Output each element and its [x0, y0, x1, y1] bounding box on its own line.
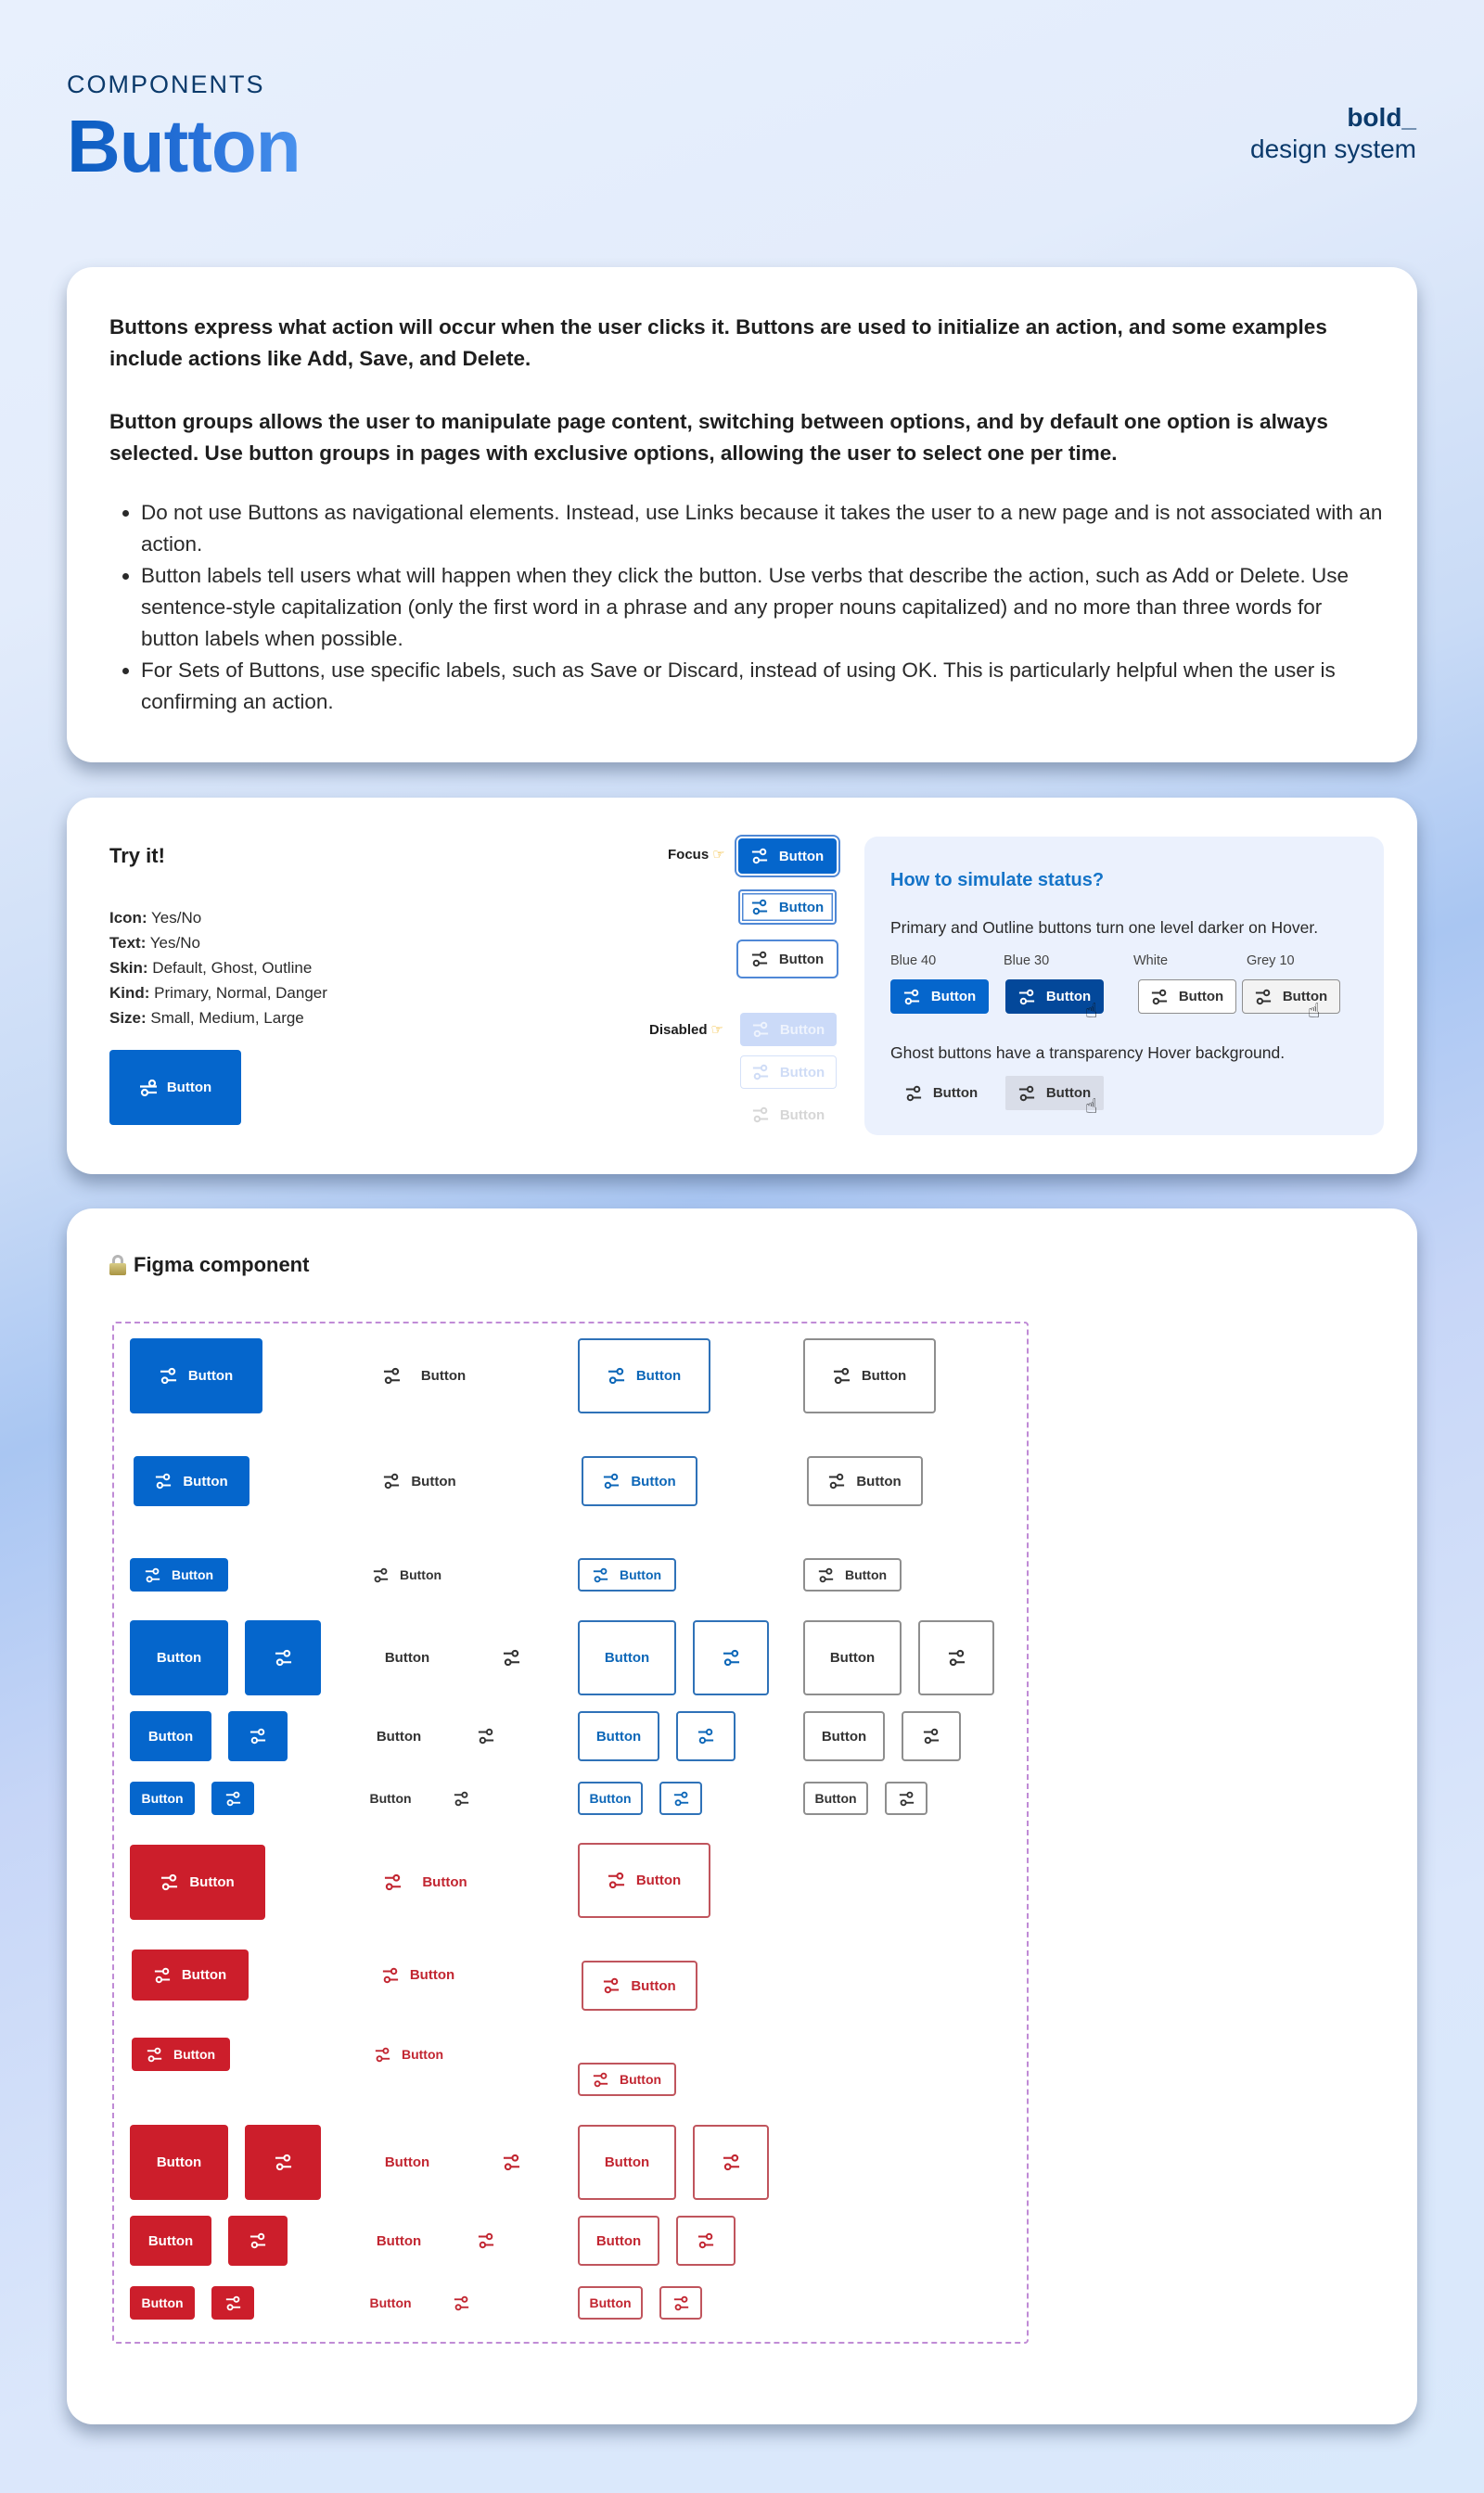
text-only-button[interactable] [803, 1782, 868, 1815]
disabled-ghost-button[interactable]: Button [740, 1098, 837, 1131]
text-only-button[interactable] [130, 2125, 228, 2200]
intro-paragraph: Buttons express what action will occur when the user clicks it. Buttons are used to initialize an action, and some examples include actions like Add, Save, and Delete. [109, 315, 1327, 370]
sliders-icon [608, 1872, 625, 1889]
icon-only-button[interactable] [456, 1711, 516, 1761]
icon-text-button[interactable] [358, 1845, 493, 1920]
icon-text-button[interactable] [807, 1456, 923, 1506]
try-it-card [67, 798, 1417, 1174]
icon-only-button[interactable] [440, 1782, 482, 1815]
button-label: Button [595, 2232, 642, 2249]
button-label: Button [369, 1791, 412, 1806]
icon-text-button[interactable] [130, 1338, 262, 1413]
sliders-icon [373, 1567, 389, 1583]
button-label: Button [631, 1473, 676, 1489]
icon-text-button[interactable] [582, 1961, 697, 2011]
text-only-button[interactable] [578, 1620, 676, 1695]
icon-text-button[interactable] [578, 1558, 676, 1592]
sliders-icon [478, 1728, 494, 1745]
sliders-icon [751, 899, 768, 915]
icon-only-button[interactable] [211, 1782, 254, 1815]
text-only-button[interactable] [130, 1782, 195, 1815]
sliders-icon [723, 1649, 740, 1667]
sliders-icon [225, 2295, 241, 2311]
sliders-icon [603, 1977, 620, 1994]
icon-only-button[interactable] [440, 2286, 482, 2320]
prop-text: Text: Yes/No [109, 934, 200, 952]
prop-skin: Skin: Default, Ghost, Outline [109, 959, 313, 977]
button-label: Button [376, 1728, 422, 1745]
button-label: Button [401, 2047, 444, 2062]
button-label: Button [604, 1650, 650, 1666]
icon-only-button[interactable] [659, 2286, 702, 2320]
button-label: Button [595, 1728, 642, 1745]
prop-kind: Kind: Primary, Normal, Danger [109, 984, 327, 1002]
text-only-button[interactable] [358, 1782, 423, 1815]
button-label: Button [631, 1977, 676, 1994]
sliders-icon [139, 1079, 158, 1097]
brand-name: bold_ [1347, 103, 1416, 132]
blue40-button[interactable]: Button [890, 979, 989, 1014]
sliders-icon [673, 1791, 689, 1807]
icon-text-button[interactable] [130, 1558, 228, 1592]
button-label: Button [589, 2295, 632, 2310]
guideline-item: • For Sets of Buttons, use specific labels, such as Save or Discard, instead of using OK. This is particularly helpful when the user is confirming an action. [141, 655, 1384, 718]
text-only-button[interactable] [578, 2286, 643, 2320]
hover-description: Primary and Outline buttons turn one level darker on Hover. [890, 918, 1319, 937]
sliders-icon [948, 1649, 966, 1667]
guideline-item: • Button labels tell users what will happen when they click the button. Use verbs that describe the action, such as Add or Delete. Use sentence-style capitalization (only the first word in a phrase and any proper nouns capitalized) and no more than three words for button labels when possible. [141, 560, 1384, 655]
guideline-item: • Do not use Buttons as navigational elements. Instead, use Links because it takes the user to a new page and is not associated with an action. [141, 497, 1384, 560]
button-label: Button [409, 1967, 455, 1983]
sliders-icon [697, 2232, 714, 2249]
button-label: Button [173, 2047, 216, 2062]
text-only-button[interactable] [130, 2286, 195, 2320]
button-label: Button [156, 2154, 202, 2170]
pointing-hand-icon: ☞ [712, 847, 725, 863]
sliders-icon [923, 1728, 940, 1745]
sliders-icon [751, 848, 768, 864]
icon-only-button[interactable] [473, 1620, 549, 1695]
ghost-hover-button[interactable]: Button [1005, 1076, 1104, 1110]
pointing-hand-icon: ☞ [710, 1022, 723, 1038]
icon-text-button[interactable] [803, 1558, 902, 1592]
button-label: Button [147, 1728, 194, 1745]
sliders-icon [608, 1367, 625, 1385]
button-label: Button [187, 1368, 234, 1384]
icon-text-button[interactable] [803, 1338, 936, 1413]
button-label: Button [635, 1368, 682, 1384]
icon-text-button[interactable] [358, 1338, 491, 1413]
sliders-icon [383, 1473, 400, 1489]
sliders-icon [603, 1473, 620, 1489]
sliders-icon [905, 1085, 922, 1102]
text-only-button[interactable] [358, 2125, 456, 2200]
sliders-icon [249, 1728, 266, 1745]
icon-text-button[interactable] [362, 1456, 478, 1506]
intro-card [67, 267, 1417, 762]
intro-paragraph: Button groups allows the user to manipulate page content, switching between options, and by default one option is always selected. Use button groups in pages with exclusive options, allowing the user to select one per time. [109, 410, 1328, 465]
sliders-icon [384, 1873, 402, 1891]
prop-icon: Icon: Yes/No [109, 909, 202, 927]
button-label: Button [181, 1967, 227, 1983]
icon-text-button[interactable] [134, 1456, 249, 1506]
white-outline-button[interactable]: Button [1138, 979, 1236, 1014]
prop-size: Size: Small, Medium, Large [109, 1009, 304, 1027]
hand-cursor-icon: ☝ [1085, 999, 1098, 1022]
sliders-icon [1018, 989, 1035, 1005]
icon-only-button[interactable] [659, 1782, 702, 1815]
icon-text-button[interactable] [132, 2038, 230, 2071]
sliders-icon [903, 989, 920, 1005]
sliders-icon [593, 2072, 608, 2088]
sliders-icon [697, 1728, 714, 1745]
sliders-icon [249, 2232, 266, 2249]
icon-only-button[interactable] [902, 1711, 961, 1761]
sliders-icon [752, 1064, 769, 1080]
icon-text-button[interactable] [582, 1456, 697, 1506]
lock-icon [109, 1255, 126, 1275]
icon-text-button[interactable] [578, 1338, 710, 1413]
icon-only-button[interactable] [885, 1782, 928, 1815]
ghost-button[interactable]: Button [892, 1076, 991, 1110]
button-label: Button [861, 1368, 907, 1384]
sliders-icon [751, 951, 768, 967]
sliders-icon [375, 2047, 390, 2063]
brand-subtitle: design system [1250, 134, 1416, 163]
sliders-icon [1018, 1085, 1035, 1102]
sliders-icon [899, 1791, 915, 1807]
icon-text-button[interactable] [358, 1558, 456, 1592]
sliders-icon [160, 1367, 177, 1385]
icon-text-button[interactable] [578, 1843, 710, 1918]
button-label: Button [171, 1567, 214, 1582]
disabled-label: Disabled ☞ [649, 1021, 723, 1038]
button-label: Button [156, 1650, 202, 1666]
button-label: Button [376, 2232, 422, 2249]
icon-only-button[interactable] [211, 2286, 254, 2320]
button-label: Button [619, 2072, 662, 2087]
button-label: Button [189, 1874, 235, 1890]
button-label: Button [635, 1873, 682, 1888]
button-label: Button [844, 1567, 888, 1582]
button-label: Button [141, 1791, 184, 1806]
sliders-icon [154, 1967, 171, 1984]
focus-primary-button[interactable]: Button [738, 838, 837, 874]
icon-only-button[interactable] [693, 1620, 769, 1695]
guideline-list [141, 497, 1384, 718]
icon-only-button[interactable] [693, 2125, 769, 2200]
icon-text-button[interactable] [578, 2063, 676, 2096]
swatch-label: Blue 30 [1004, 953, 1050, 968]
focus-ghost-button[interactable]: Button [736, 940, 838, 978]
button-label: Button [183, 1473, 228, 1489]
icon-text-button[interactable] [130, 1845, 265, 1920]
icon-text-button[interactable] [360, 1950, 477, 2001]
props-list [109, 905, 327, 1030]
button-label: Button [604, 2154, 650, 2170]
button-label: Button [141, 2295, 184, 2310]
hand-cursor-icon: ☝ [1085, 1094, 1098, 1118]
text-only-button[interactable] [358, 1620, 456, 1695]
text-only-button[interactable] [578, 2216, 659, 2266]
focus-outline-button[interactable]: Button [738, 889, 837, 925]
icon-only-button[interactable] [676, 2216, 736, 2266]
disabled-primary-button[interactable]: Button [740, 1013, 837, 1046]
icon-only-button[interactable] [245, 1620, 321, 1695]
sliders-icon [752, 1106, 769, 1123]
button-label: Button [369, 2295, 412, 2310]
hand-cursor-icon: ☝ [1308, 999, 1321, 1022]
sliders-icon [503, 2154, 520, 2171]
button-label: Button [814, 1791, 857, 1806]
swatch-label: Blue 40 [890, 953, 937, 968]
sliders-icon [1255, 989, 1272, 1005]
icon-only-button[interactable] [228, 2216, 288, 2266]
page-eyebrow: COMPONENTS [67, 70, 265, 98]
sliders-icon [818, 1567, 834, 1583]
button-label: Button [619, 1567, 662, 1582]
sliders-icon [1151, 989, 1168, 1005]
text-only-button[interactable] [130, 1620, 228, 1695]
ghost-description: Ghost buttons have a transparency Hover background. [890, 1043, 1286, 1062]
sliders-icon [833, 1367, 851, 1385]
sliders-icon [275, 2154, 292, 2171]
text-only-button[interactable] [358, 1711, 440, 1761]
button-label: Button [420, 1368, 467, 1384]
text-only-button[interactable] [578, 2125, 676, 2200]
sliders-icon [155, 1473, 172, 1489]
sliders-icon [225, 1791, 241, 1807]
demo-button[interactable]: Button [109, 1050, 241, 1125]
sliders-icon [503, 1649, 520, 1667]
icon-only-button[interactable] [473, 2125, 549, 2200]
figma-component-card [67, 1208, 1417, 2424]
button-label: Button [422, 1874, 467, 1890]
sliders-icon [160, 1873, 178, 1891]
page-title: Button [67, 105, 301, 187]
sliders-icon [275, 1649, 292, 1667]
button-label: Button [147, 2232, 194, 2249]
blue30-hover-button[interactable]: Button [1005, 979, 1104, 1014]
swatch-label: White [1133, 953, 1169, 968]
icon-text-button[interactable] [132, 1950, 249, 2001]
button-label: Button [399, 1567, 442, 1582]
simulate-title: How to simulate status? [890, 870, 1105, 890]
sliders-icon [478, 2232, 494, 2249]
icon-text-button[interactable] [360, 2038, 458, 2071]
sliders-icon [673, 2295, 689, 2311]
icon-only-button[interactable] [918, 1620, 994, 1695]
swatch-label: Grey 10 [1247, 953, 1295, 968]
sliders-icon [147, 2047, 162, 2063]
button-label: Button [821, 1728, 867, 1745]
sliders-icon [752, 1021, 769, 1038]
button-label: Button [589, 1791, 632, 1806]
button-label: Button [411, 1473, 456, 1489]
text-only-button[interactable] [803, 1711, 885, 1761]
sliders-icon [383, 1367, 401, 1385]
icon-only-button[interactable] [245, 2125, 321, 2200]
sliders-icon [454, 1791, 469, 1807]
disabled-outline-button[interactable]: Button [740, 1055, 837, 1089]
grey10-hover-button[interactable]: Button [1242, 979, 1340, 1014]
focus-label: Focus ☞ [668, 846, 725, 863]
simulate-status-panel [864, 837, 1384, 1135]
button-label: Button [856, 1473, 902, 1489]
text-only-button[interactable] [358, 2286, 423, 2320]
sliders-icon [723, 2154, 740, 2171]
button-label: Button [384, 1650, 430, 1666]
sliders-icon [382, 1967, 399, 1984]
text-only-button[interactable] [130, 1711, 211, 1761]
icon-only-button[interactable] [228, 1711, 288, 1761]
text-only-button[interactable] [130, 2216, 211, 2266]
sliders-icon [828, 1473, 845, 1489]
icon-only-button[interactable] [456, 2216, 516, 2266]
sliders-icon [145, 1567, 160, 1583]
text-only-button[interactable] [803, 1620, 902, 1695]
button-label: Button [829, 1650, 876, 1666]
brand-logo [1250, 102, 1416, 164]
icon-only-button[interactable] [676, 1711, 736, 1761]
figma-title: Figma component [109, 1253, 309, 1277]
button-label: Button [384, 2154, 430, 2170]
text-only-button[interactable] [358, 2216, 440, 2266]
sliders-icon [593, 1567, 608, 1583]
text-only-button[interactable] [578, 1711, 659, 1761]
sliders-icon [454, 2295, 469, 2311]
text-only-button[interactable] [578, 1782, 643, 1815]
try-it-title: Try it! [109, 844, 165, 867]
